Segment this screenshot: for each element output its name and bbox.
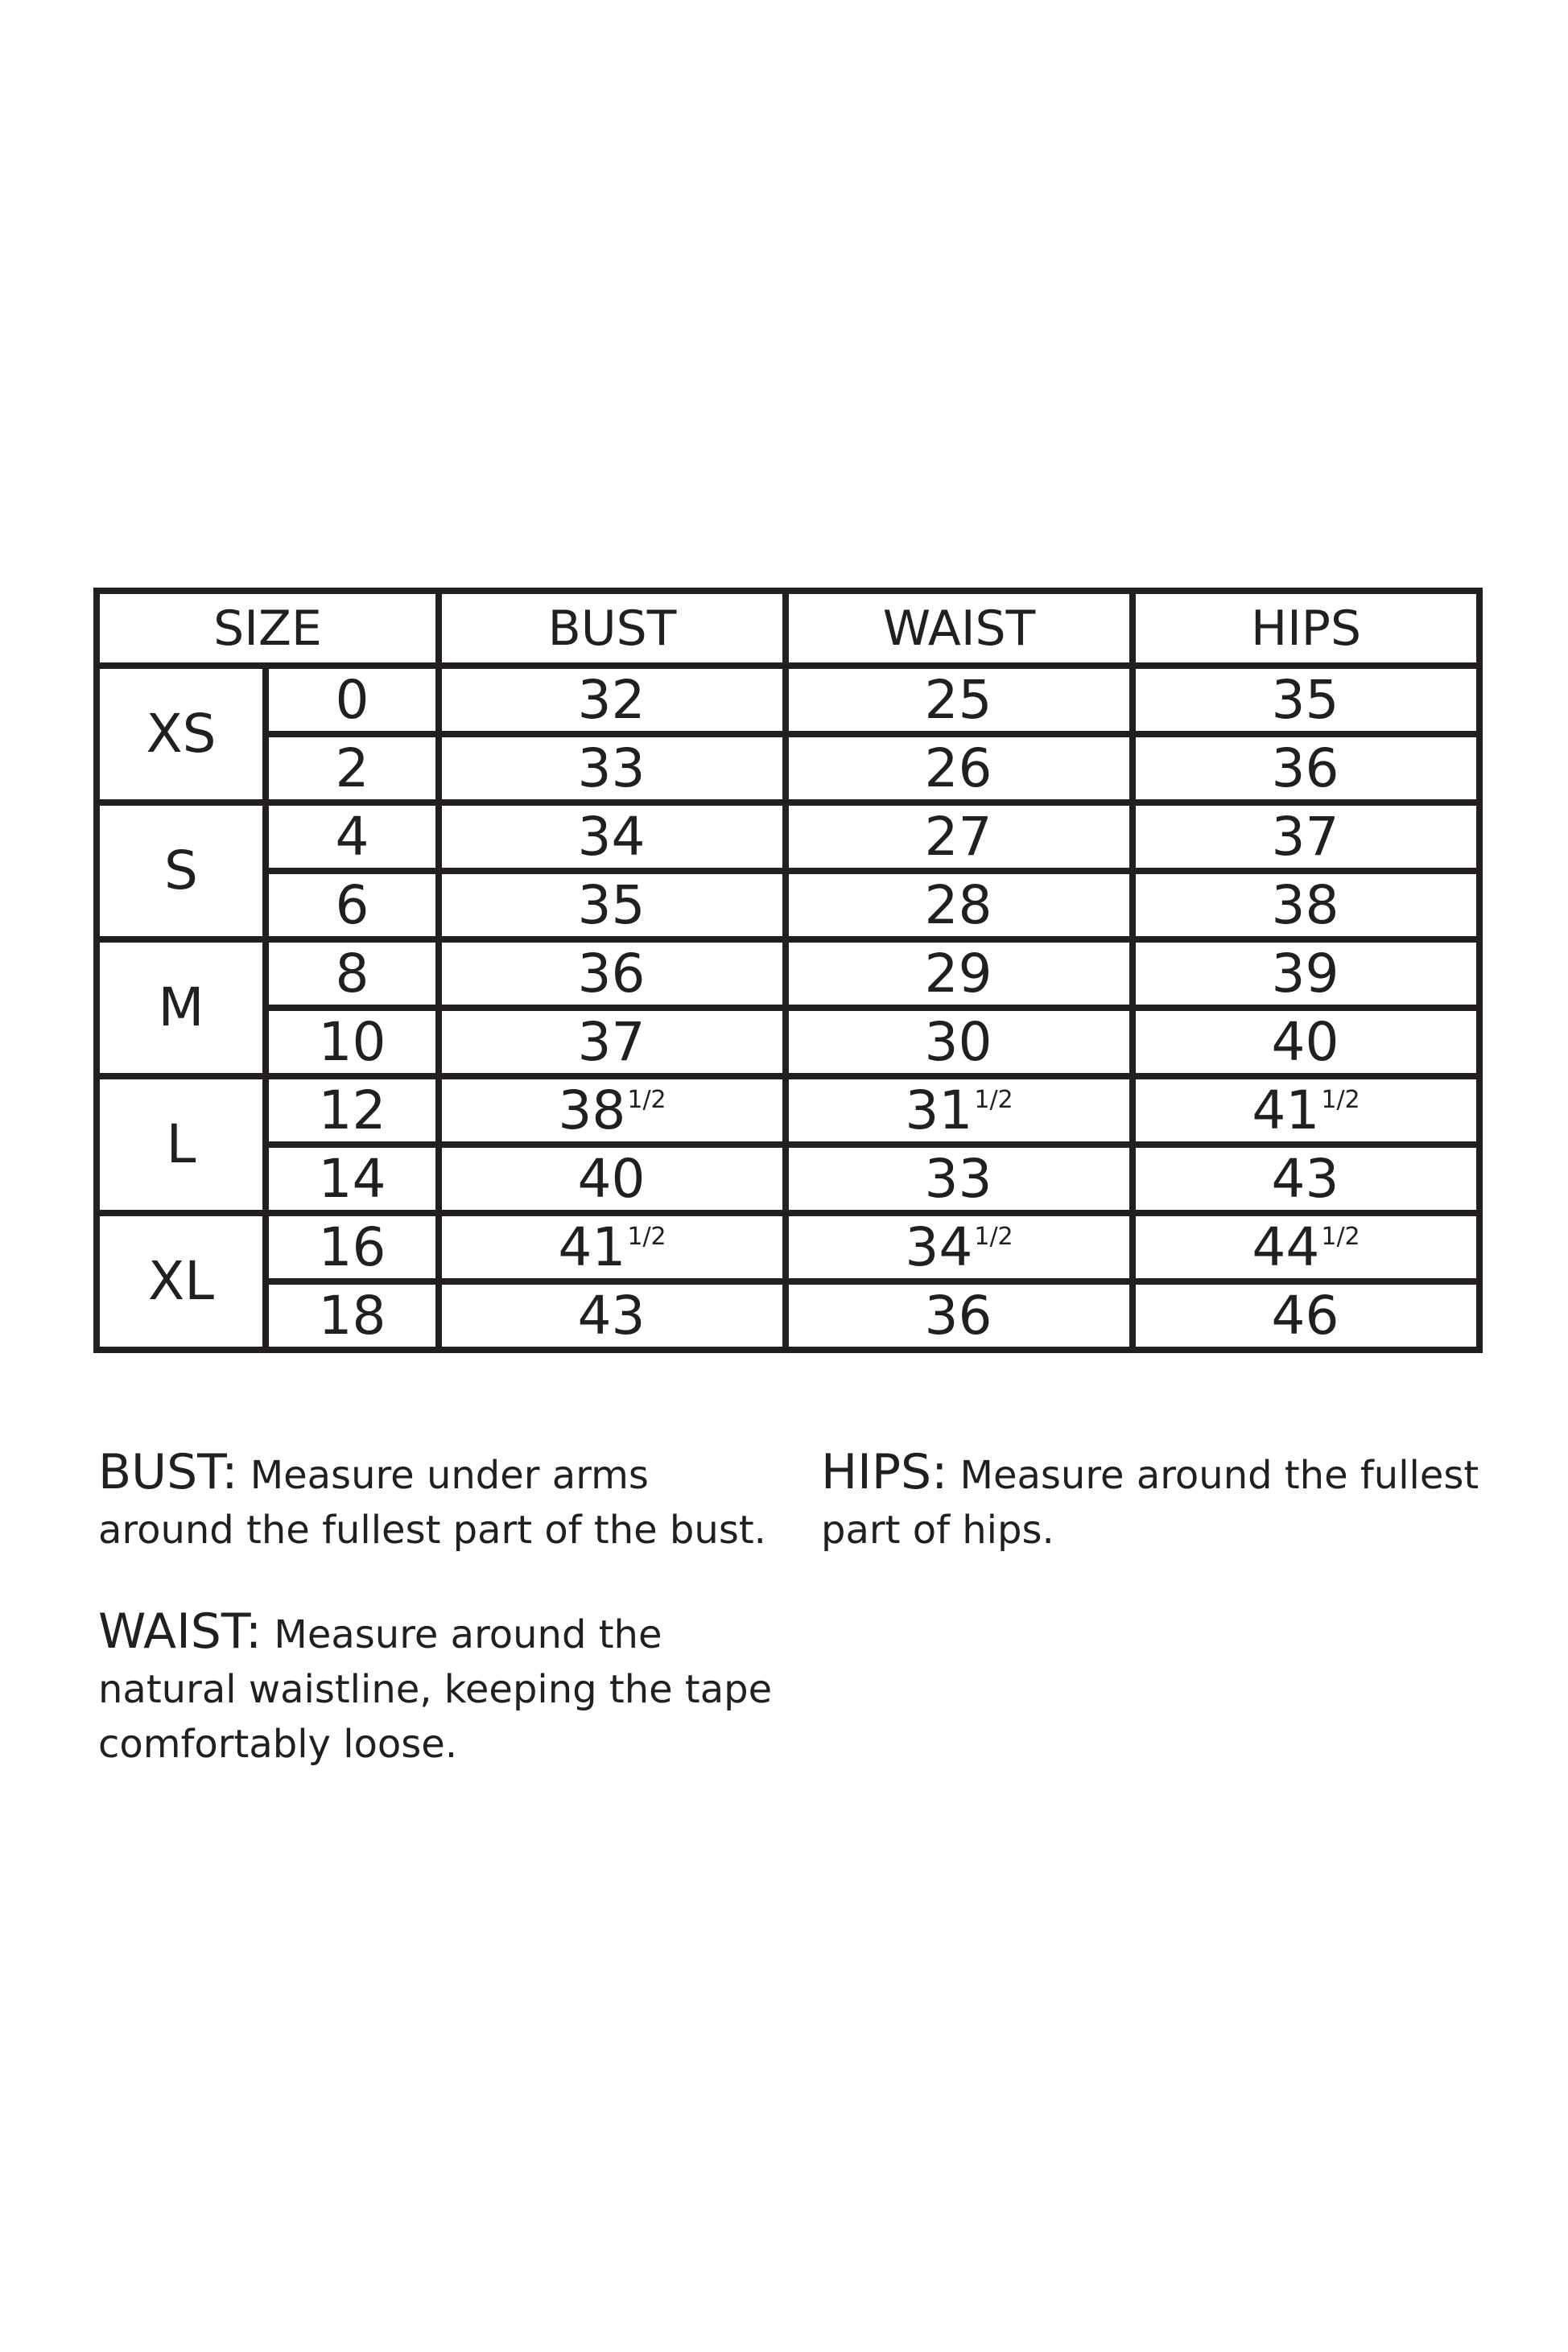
note-waist-text: Measure around the natural waistline, keeping the tape comfortably loose. <box>98 1612 773 1767</box>
hips-cell <box>1133 666 1479 734</box>
table-row <box>97 1008 1479 1076</box>
table-row <box>97 666 1479 734</box>
bust-value: 35 <box>577 873 646 936</box>
bust-cell <box>439 1145 786 1213</box>
group-label-l: L <box>97 1076 266 1213</box>
waist-value: 28 <box>924 873 992 936</box>
table-row <box>97 1076 1479 1145</box>
header-bust: BUST <box>439 591 786 666</box>
bust-value: 41 <box>558 1215 626 1278</box>
waist-cell <box>786 666 1133 734</box>
waist-value: 34 <box>905 1215 973 1278</box>
bust-value: 43 <box>577 1284 646 1347</box>
hips-fraction: 1/2 <box>1321 1085 1360 1114</box>
note-bust <box>98 1445 790 1558</box>
waist-cell <box>786 1076 1133 1145</box>
waist-value: 33 <box>924 1147 992 1210</box>
waist-value: 30 <box>924 1010 992 1073</box>
hips-cell <box>1133 939 1479 1008</box>
size-cell: 16 <box>266 1213 439 1281</box>
waist-fraction: 1/2 <box>974 1085 1013 1114</box>
note-waist <box>98 1604 790 1772</box>
hips-value: 46 <box>1271 1284 1339 1347</box>
size-cell: 8 <box>266 939 439 1008</box>
note-bust-term: BUST: <box>98 1444 238 1500</box>
table-row <box>97 1145 1479 1213</box>
header-size: SIZE <box>97 591 439 666</box>
waist-cell <box>786 871 1133 939</box>
hips-value: 35 <box>1271 668 1339 731</box>
hips-value: 43 <box>1271 1147 1339 1210</box>
group-label-s: S <box>97 803 266 939</box>
group-label-m: M <box>97 939 266 1076</box>
waist-cell <box>786 1008 1133 1076</box>
waist-value: 27 <box>924 805 992 868</box>
bust-cell <box>439 939 786 1008</box>
bust-value: 40 <box>577 1147 646 1210</box>
bust-cell <box>439 666 786 734</box>
waist-value: 36 <box>924 1284 992 1347</box>
size-cell: 6 <box>266 871 439 939</box>
waist-value: 31 <box>905 1079 973 1141</box>
table-row <box>97 939 1479 1008</box>
hips-cell <box>1133 1076 1479 1145</box>
size-cell: 0 <box>266 666 439 734</box>
size-cell: 14 <box>266 1145 439 1213</box>
hips-value: 38 <box>1271 873 1339 936</box>
waist-cell <box>786 803 1133 871</box>
size-cell: 2 <box>266 734 439 803</box>
size-cell: 10 <box>266 1008 439 1076</box>
hips-cell <box>1133 1281 1479 1350</box>
size-cell: 12 <box>266 1076 439 1145</box>
hips-value: 37 <box>1271 805 1339 868</box>
bust-value: 37 <box>577 1010 646 1073</box>
bust-cell <box>439 1213 786 1281</box>
note-bust-text: Measure under arms around the fullest part of the bust. <box>98 1453 766 1553</box>
bust-fraction: 1/2 <box>627 1222 666 1251</box>
bust-value: 32 <box>577 668 646 731</box>
waist-cell <box>786 734 1133 803</box>
size-cell: 18 <box>266 1281 439 1350</box>
hips-cell <box>1133 1213 1479 1281</box>
bust-value: 36 <box>577 942 646 1005</box>
size-cell: 4 <box>266 803 439 871</box>
waist-value: 25 <box>924 668 992 731</box>
hips-fraction: 1/2 <box>1321 1222 1360 1251</box>
waist-cell <box>786 1213 1133 1281</box>
hips-cell <box>1133 734 1479 803</box>
header-hips: HIPS <box>1133 591 1479 666</box>
group-label-xs: XS <box>97 666 266 803</box>
table-body <box>97 666 1479 1350</box>
hips-value: 44 <box>1252 1215 1320 1278</box>
bust-cell <box>439 1008 786 1076</box>
header-waist: WAIST <box>786 591 1133 666</box>
hips-value: 40 <box>1271 1010 1339 1073</box>
bust-cell <box>439 871 786 939</box>
bust-cell <box>439 803 786 871</box>
hips-cell <box>1133 871 1479 939</box>
hips-value: 36 <box>1271 737 1339 799</box>
note-waist-term: WAIST: <box>98 1603 262 1660</box>
waist-cell <box>786 1145 1133 1213</box>
table-row <box>97 734 1479 803</box>
group-label-xl: XL <box>97 1213 266 1350</box>
waist-cell <box>786 939 1133 1008</box>
header-row <box>97 591 1479 666</box>
bust-value: 33 <box>577 737 646 799</box>
waist-fraction: 1/2 <box>974 1222 1013 1251</box>
bust-cell <box>439 1076 786 1145</box>
hips-cell <box>1133 1145 1479 1213</box>
bust-cell <box>439 734 786 803</box>
table-row <box>97 1213 1479 1281</box>
table-row <box>97 1281 1479 1350</box>
note-hips-term: HIPS: <box>821 1444 948 1500</box>
note-hips-text: Measure around the fullest part of hips. <box>821 1453 1479 1553</box>
hips-value: 41 <box>1252 1079 1320 1141</box>
waist-value: 29 <box>924 942 992 1005</box>
hips-cell <box>1133 1008 1479 1076</box>
hips-cell <box>1133 803 1479 871</box>
bust-value: 34 <box>577 805 646 868</box>
size-chart <box>93 588 1478 1353</box>
bust-fraction: 1/2 <box>627 1085 666 1114</box>
bust-cell <box>439 1281 786 1350</box>
hips-value: 39 <box>1271 942 1339 1005</box>
bust-value: 38 <box>558 1079 626 1141</box>
note-hips <box>821 1445 1497 1558</box>
table-row <box>97 803 1479 871</box>
table-row <box>97 871 1479 939</box>
size-table <box>93 588 1483 1353</box>
waist-value: 26 <box>924 737 992 799</box>
waist-cell <box>786 1281 1133 1350</box>
